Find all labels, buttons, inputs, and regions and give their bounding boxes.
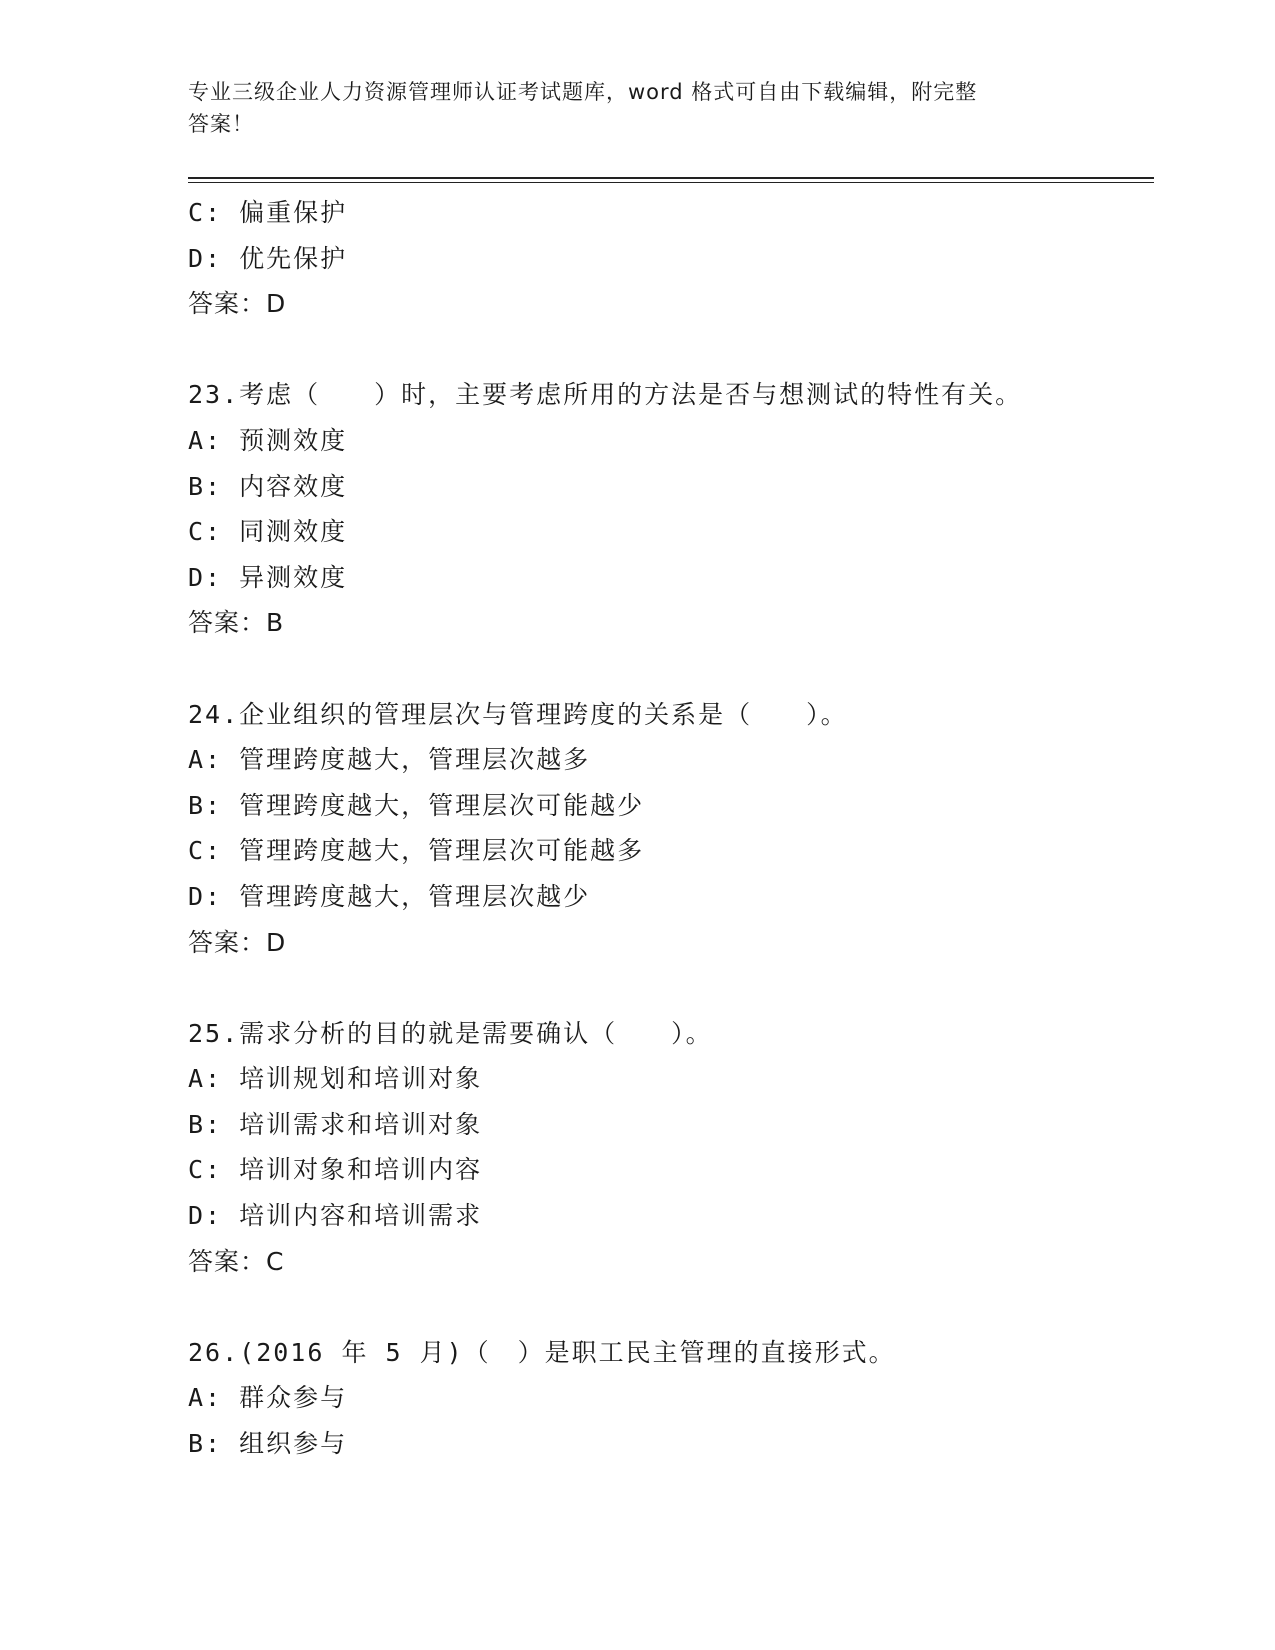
option-c: C: 培训对象和培训内容 (188, 1155, 483, 1185)
option-d: D: 异测效度 (188, 562, 348, 592)
option-a: A: 培训规划和培训对象 (188, 1064, 483, 1094)
question-stem: 25.需求分析的目的就是需要确认（ ）。 (188, 1018, 713, 1048)
spacer (188, 646, 1148, 692)
option-d: D: 培训内容和培训需求 (188, 1201, 483, 1231)
option-c: C: 偏重保护 (188, 198, 348, 227)
option-d: D: 管理跨度越大，管理层次越少 (188, 881, 591, 911)
question-stem: 24.企业组织的管理层次与管理跨度的关系是（ ）。 (188, 699, 848, 729)
question-26 (188, 1330, 1148, 1467)
option-a: A: 预测效度 (188, 425, 348, 455)
option-b: B: 管理跨度越大，管理层次可能越少 (188, 790, 645, 820)
answer-line: 答案：D (188, 289, 287, 319)
option-b: B: 内容效度 (188, 471, 348, 501)
option-b: B: 培训需求和培训对象 (188, 1109, 483, 1139)
spacer (188, 1284, 1148, 1330)
question-22-continued (188, 190, 1148, 327)
question-stem: 23.考虑（ ）时，主要考虑所用的方法是否与想测试的特性有关。 (188, 380, 1023, 410)
answer-line: 答案：B (188, 608, 285, 638)
option-c: C: 同测效度 (188, 517, 348, 547)
option-c: C: 管理跨度越大，管理层次可能越多 (188, 836, 645, 866)
document-header (188, 76, 1068, 140)
option-a: A: 管理跨度越大，管理层次越多 (188, 745, 591, 775)
question-list (188, 190, 1148, 1467)
header-divider-thick (188, 177, 1154, 179)
spacer (188, 327, 1148, 373)
question-24 (188, 692, 1148, 966)
answer-line: 答案：C (188, 1246, 285, 1276)
question-stem: 26.(2016 年 5 月)（ ）是职工民主管理的直接形式。 (188, 1337, 896, 1367)
question-23 (188, 372, 1148, 646)
question-25 (188, 1011, 1148, 1285)
option-b: B: 组织参与 (188, 1429, 348, 1459)
header-divider-thin (188, 182, 1154, 183)
option-d: D: 优先保护 (188, 243, 348, 273)
spacer (188, 965, 1148, 1011)
option-a: A: 群众参与 (188, 1383, 348, 1413)
header-text-line2: 答案！ (188, 112, 254, 136)
answer-line: 答案：D (188, 927, 287, 957)
header-text-line1: 专业三级企业人力资源管理师认证考试题库，word 格式可自由下载编辑，附完整 (188, 80, 978, 104)
